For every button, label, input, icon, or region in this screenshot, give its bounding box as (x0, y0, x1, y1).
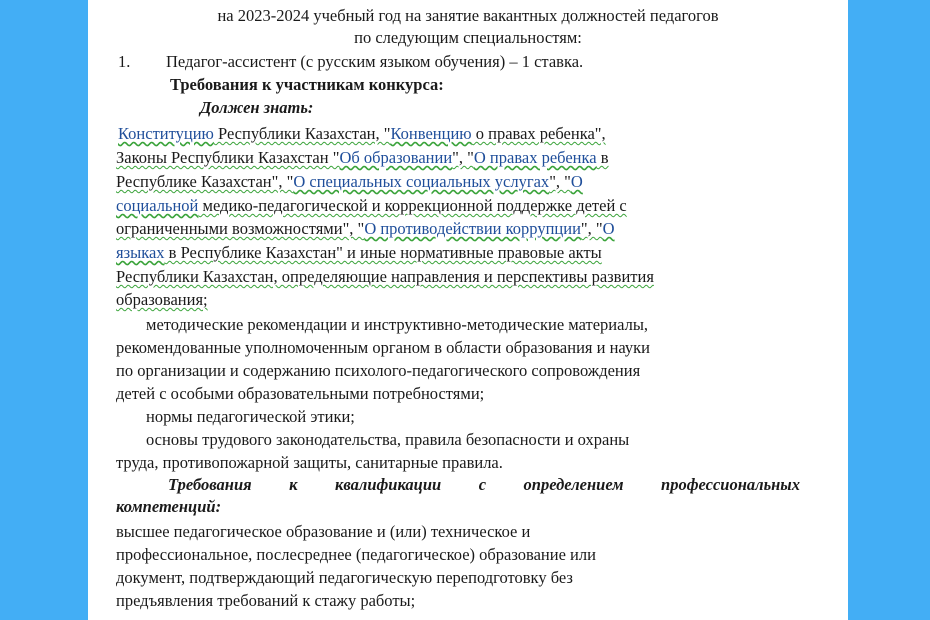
laws-line-7: Республики Казахстан, определяющие направления и перспективы развития (116, 267, 654, 286)
methodical-line-3: по организации и содержанию психолого-педагогического сопровождения (116, 361, 641, 380)
item-number: 1. (118, 52, 131, 71)
qualification-heading-1: Требования к квалификации с определением профессиональных (168, 475, 800, 494)
laws-line-2: Законы Республики Казахстан "Об образовании", "О правах ребенка в (116, 148, 609, 167)
methodical-line-4: детей с особыми образовательными потребностями; (116, 384, 485, 403)
requirements-heading: Требования к участникам конкурса: (170, 75, 444, 94)
education-line-3: документ, подтверждающий педагогическую переподготовку без (116, 568, 573, 587)
labor-line-2: труда, противопожарной защиты, санитарные правила. (116, 453, 503, 472)
education-line-2: профессиональное, послесреднее (педагогическое) образование или (116, 545, 596, 564)
education-line-1: высшее педагогическое образование и (или) техническое и (116, 522, 531, 541)
languages-link-a[interactable]: О (602, 219, 615, 238)
qualification-heading-2: компетенций: (116, 497, 222, 516)
anticorruption-link[interactable]: О противодействии коррупции (364, 219, 581, 238)
laws-line-6: языках в Республике Казахстан" и иные нормативные правовые акты (116, 243, 602, 262)
ethics-line: нормы педагогической этики; (146, 407, 355, 426)
social-support-link-b[interactable]: социальной (116, 196, 199, 215)
convention-link[interactable]: Конвенцию (390, 124, 472, 143)
methodical-line-2: рекомендованные уполномоченным органом в области образования и науки (116, 338, 650, 357)
must-know-heading: Должен знать: (200, 98, 314, 117)
labor-line-1: основы трудового законодательства, правила безопасности и охраны (146, 430, 630, 449)
methodical-line-1: методические рекомендации и инструктивно-методические материалы, (146, 315, 649, 334)
item-text: Педагог-ассистент (с русским языком обучения) – 1 ставка. (166, 52, 584, 71)
header-line-2: по следующим специальностям: (354, 28, 582, 47)
constitution-link[interactable]: Конституцию (118, 124, 214, 143)
laws-line-4: социальной медико-педагогической и коррекционной поддержке детей с (116, 196, 627, 215)
laws-line-3: Республике Казахстан", "О специальных социальных услугах", "О (116, 172, 583, 191)
laws-line-1: Конституцию Республики Казахстан, "Конвенцию о правах ребенка", (118, 124, 606, 143)
education-line-4: предъявления требований к стажу работы; (116, 591, 416, 610)
header-line-1: на 2023-2024 учебный год на занятие вакантных должностей педагогов (217, 6, 719, 25)
education-law-link[interactable]: Об образовании (339, 148, 453, 167)
laws-line-5: ограниченными возможностями", "О противодействии коррупции", "О (116, 219, 615, 238)
child-rights-link[interactable]: О правах ребенка (473, 148, 597, 167)
social-support-link-a[interactable]: О (570, 172, 583, 191)
languages-link-b[interactable]: языках (116, 243, 165, 262)
laws-line-8: образования; (116, 290, 208, 309)
document-page (88, 0, 848, 620)
social-services-link[interactable]: О специальных социальных услугах (293, 172, 550, 191)
